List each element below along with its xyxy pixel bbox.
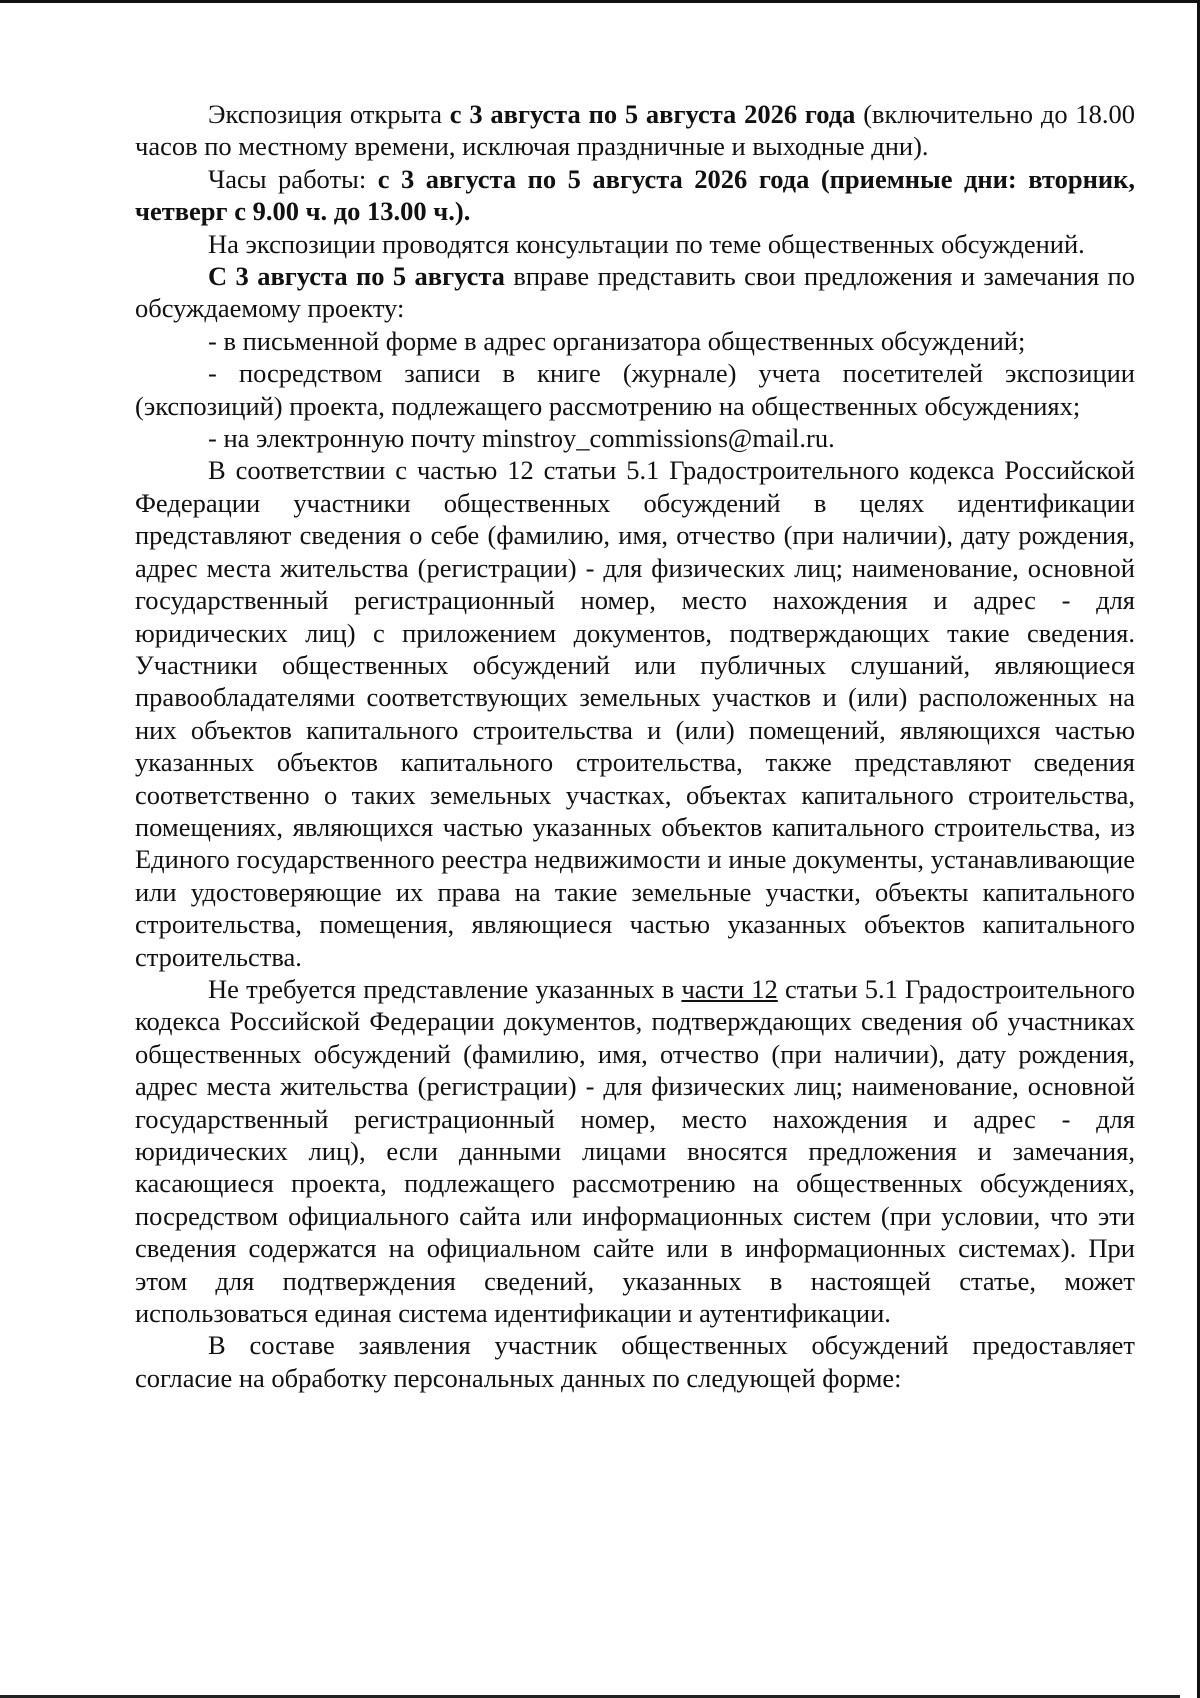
- paragraph-proposals: [135, 260, 1135, 325]
- paragraph-not-required: [135, 973, 1135, 1329]
- paragraph-consultations: [135, 228, 1135, 260]
- bold-period: С 3 августа по 5 августа: [208, 261, 505, 292]
- paragraph-working-hours: [135, 163, 1135, 228]
- text: вправе представить свои предложения и замечания по обсуждаемому проекту:: [135, 261, 1135, 324]
- bold-dates: с 3 августа по 5 августа 2026 года: [449, 99, 856, 129]
- document-body: [135, 98, 1135, 1394]
- text: На экспозиции проводятся консультации по теме общественных обсуждений.: [208, 228, 1085, 259]
- paragraph-exposition-dates: [135, 98, 1135, 163]
- law-reference-link[interactable]: части 12: [681, 973, 778, 1004]
- text: Часы работы:: [208, 163, 378, 194]
- paragraph-identification: [135, 454, 1135, 973]
- list-item: - в письменной форме в адрес организатора общественных обсуждений;: [208, 325, 1026, 356]
- text: В составе заявления участник общественных обсуждений предоставляет согласие на обработку персональных данных по следующей форме:: [135, 1330, 1135, 1393]
- bold-hours: с 3 августа по 5 августа 2026 года (приемные дни: вторник, четверг с 9.00 ч. до 13.00 ч.).: [135, 163, 1135, 227]
- text: статьи 5.1 Градостроительного кодекса Российской Федерации документов, подтверждающих сведения об участниках общественных обсуждений (фамилию, имя, отчество (при наличии), дату рождения, адрес места жительства (регистрации) - для физических лиц; наименование, основной государственный регистрационный номер, место нахождения и адрес - для юридических лиц), если данными лицами вносятся предложения и замечания, касающиеся проекта, подлежащего рассмотрению на общественных обсуждениях, посредством официального сайта или информационных систем (при условии, что эти сведения содержатся на официальном сайте или в информационных системах). При этом для подтверждения сведений, указанных в настоящей статье, может использоваться единая система идентификации и аутентификации.: [135, 973, 1136, 1329]
- text: Не требуется представление указанных в: [208, 973, 682, 1004]
- scan-edge-top: [0, 0, 1200, 3]
- list-item: - посредством записи в книге (журнале) учета посетителей экспозиции (экспозиций) проекта, подлежащего рассмотрению на общественных обсуждениях;: [135, 358, 1135, 421]
- text: (включительно до 18.00 часов по местному времени, исключая праздничные и выходные дни).: [135, 99, 1135, 162]
- text: В соответствии с частью 12 статьи 5.1 Градостроительного кодекса Российской Федерации участники общественных обсуждений в целях идентификации представляют сведения о себе (фамилию, имя, отчество (при наличии), дату рождения, адрес места жительства (регистрации) - для физических лиц; наименование, основной государственный регистрационный номер, место нахождения и адрес - для юридических лиц) с приложением документов, подтверждающих такие сведения. Участники общественных обсуждений или публичных слушаний, являющиеся правообладателями соответствующих земельных участков и (или) расположенных на них объектов капитального строительства и (или) помещений, являющихся частью указанных объектов капитального строительства, также представляют сведения соответственно о таких земельных участках, объектах капитального строительства, помещениях, являющихся частью указанных объектов капитального строительства, из Единого государственного реестра недвижимости и иные документы, устанавливающие или удостоверяющие их права на такие земельные участки, объекты капитального строительства, помещения, являющиеся частью указанных объектов капитального строительства.: [135, 455, 1135, 972]
- list-item: - на электронную почту minstroy_commissions@mail.ru.: [208, 423, 835, 454]
- text: Экспозиция открыта: [208, 99, 450, 129]
- paragraph-consent: [135, 1329, 1135, 1394]
